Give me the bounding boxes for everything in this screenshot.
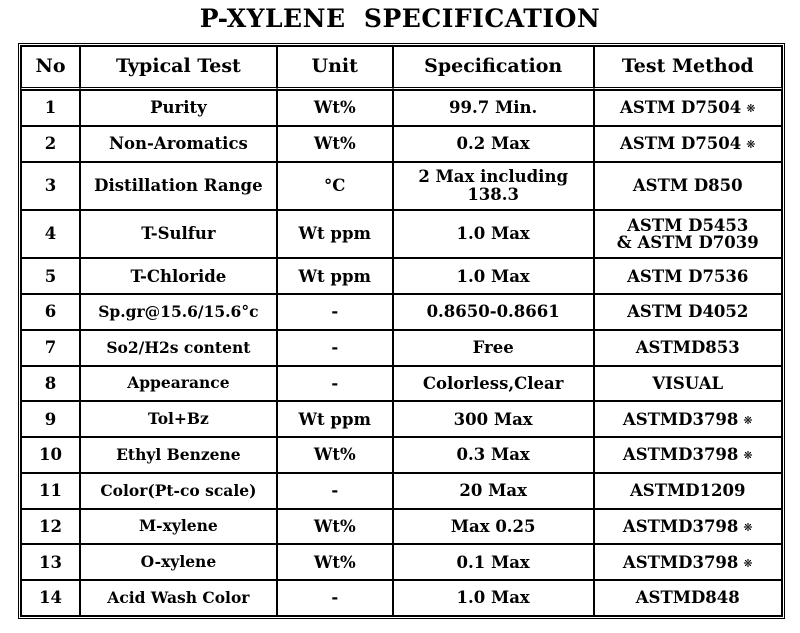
column-header-unit: Unit (277, 46, 393, 90)
asterisk-mark-icon: ❋ (743, 449, 753, 463)
method-text: ASTMD3798 (622, 409, 739, 429)
cell-no: 11 (21, 473, 80, 509)
cell-test: So2/H2s content (80, 330, 277, 366)
table-row (21, 210, 782, 258)
cell-test: Ethyl Benzene (80, 437, 277, 473)
method-text: ASTM D7504 (620, 133, 742, 153)
cell-test: Purity (80, 90, 277, 126)
cell-spec: Max 0.25 (393, 509, 594, 545)
cell-no: 1 (21, 90, 80, 126)
cell-test: O-xylene (80, 544, 277, 580)
cell-method: ASTM D7536 (594, 258, 783, 294)
cell-no: 5 (21, 258, 80, 294)
cell-test: T-Chloride (80, 258, 277, 294)
cell-test: Tol+Bz (80, 401, 277, 437)
table-row (21, 366, 782, 402)
cell-no: 2 (21, 126, 80, 162)
cell-method: VISUAL (594, 366, 783, 402)
asterisk-mark-icon: ❋ (743, 556, 753, 570)
cell-no: 14 (21, 580, 80, 616)
cell-spec: 1.0 Max (393, 210, 594, 258)
asterisk-mark-icon: ❋ (743, 413, 753, 427)
cell-method: ASTM D850 (594, 162, 783, 210)
cell-method: ASTMD848 (594, 580, 783, 616)
spec-line-1: 2 Max including (418, 167, 568, 187)
cell-method (594, 437, 783, 473)
cell-unit: - (277, 366, 393, 402)
method-line-1: ASTM D5453 (627, 215, 749, 235)
cell-test: T-Sulfur (80, 210, 277, 258)
cell-unit: - (277, 580, 393, 616)
cell-unit: Wt ppm (277, 401, 393, 437)
table-row (21, 437, 782, 473)
column-header-typical-test: Typical Test (80, 46, 277, 90)
cell-unit: - (277, 330, 393, 366)
table-row (21, 330, 782, 366)
cell-test: Distillation Range (80, 162, 277, 210)
method-line-2: & ASTM D7039 (616, 233, 759, 253)
cell-spec: Free (393, 330, 594, 366)
cell-no: 12 (21, 509, 80, 545)
method-text: ASTMD3798 (622, 445, 739, 465)
cell-test: Non-Aromatics (80, 126, 277, 162)
cell-spec: 1.0 Max (393, 580, 594, 616)
cell-spec: 1.0 Max (393, 258, 594, 294)
cell-spec: 0.1 Max (393, 544, 594, 580)
table-row (21, 294, 782, 330)
cell-method: ASTMD853 (594, 330, 783, 366)
cell-method (594, 401, 783, 437)
table-row (21, 401, 782, 437)
cell-unit: Wt ppm (277, 258, 393, 294)
cell-method (594, 210, 783, 258)
cell-no: 13 (21, 544, 80, 580)
cell-unit: °C (277, 162, 393, 210)
cell-test: M-xylene (80, 509, 277, 545)
cell-method (594, 509, 783, 545)
cell-method: ASTM D4052 (594, 294, 783, 330)
cell-unit: Wt% (277, 509, 393, 545)
cell-unit: Wt% (277, 126, 393, 162)
table-row (21, 162, 782, 210)
table-row (21, 258, 782, 294)
cell-unit: Wt% (277, 544, 393, 580)
cell-test: Sp.gr@15.6/15.6°c (80, 294, 277, 330)
cell-test: Appearance (80, 366, 277, 402)
cell-no: 9 (21, 401, 80, 437)
cell-unit: - (277, 473, 393, 509)
cell-spec: 0.2 Max (393, 126, 594, 162)
cell-no: 8 (21, 366, 80, 402)
cell-no: 3 (21, 162, 80, 210)
cell-method (594, 544, 783, 580)
method-text: ASTMD3798 (622, 516, 739, 536)
cell-method (594, 126, 783, 162)
table-row (21, 509, 782, 545)
page-title: P-XYLENE SPECIFICATION (199, 4, 601, 33)
cell-no: 7 (21, 330, 80, 366)
cell-spec: 20 Max (393, 473, 594, 509)
asterisk-mark-icon: ❋ (746, 137, 756, 151)
table-row (21, 90, 782, 126)
cell-unit: - (277, 294, 393, 330)
column-header-no: No (21, 46, 80, 90)
table-row (21, 126, 782, 162)
column-header-test-method: Test Method (594, 46, 783, 90)
cell-unit: Wt ppm (277, 210, 393, 258)
table-row (21, 580, 782, 616)
asterisk-mark-icon: ❋ (743, 520, 753, 534)
method-text: ASTMD3798 (622, 552, 739, 572)
column-header-specification: Specification (393, 46, 594, 90)
cell-spec: 300 Max (393, 401, 594, 437)
cell-unit: Wt% (277, 437, 393, 473)
table-header-row (21, 46, 782, 90)
cell-test: Acid Wash Color (80, 580, 277, 616)
specification-table (18, 43, 785, 619)
cell-no: 10 (21, 437, 80, 473)
method-text: ASTM D7504 (620, 98, 742, 118)
cell-no: 4 (21, 210, 80, 258)
cell-spec: 99.7 Min. (393, 90, 594, 126)
cell-spec: 0.3 Max (393, 437, 594, 473)
cell-spec: 0.8650-0.8661 (393, 294, 594, 330)
cell-no: 6 (21, 294, 80, 330)
table-row (21, 544, 782, 580)
asterisk-mark-icon: ❋ (746, 102, 756, 116)
spec-line-2: 138.3 (467, 184, 519, 204)
cell-test: Color(Pt-co scale) (80, 473, 277, 509)
table-row (21, 473, 782, 509)
cell-unit: Wt% (277, 90, 393, 126)
cell-method (594, 90, 783, 126)
cell-spec: Colorless,Clear (393, 366, 594, 402)
cell-spec (393, 162, 594, 210)
cell-method: ASTMD1209 (594, 473, 783, 509)
